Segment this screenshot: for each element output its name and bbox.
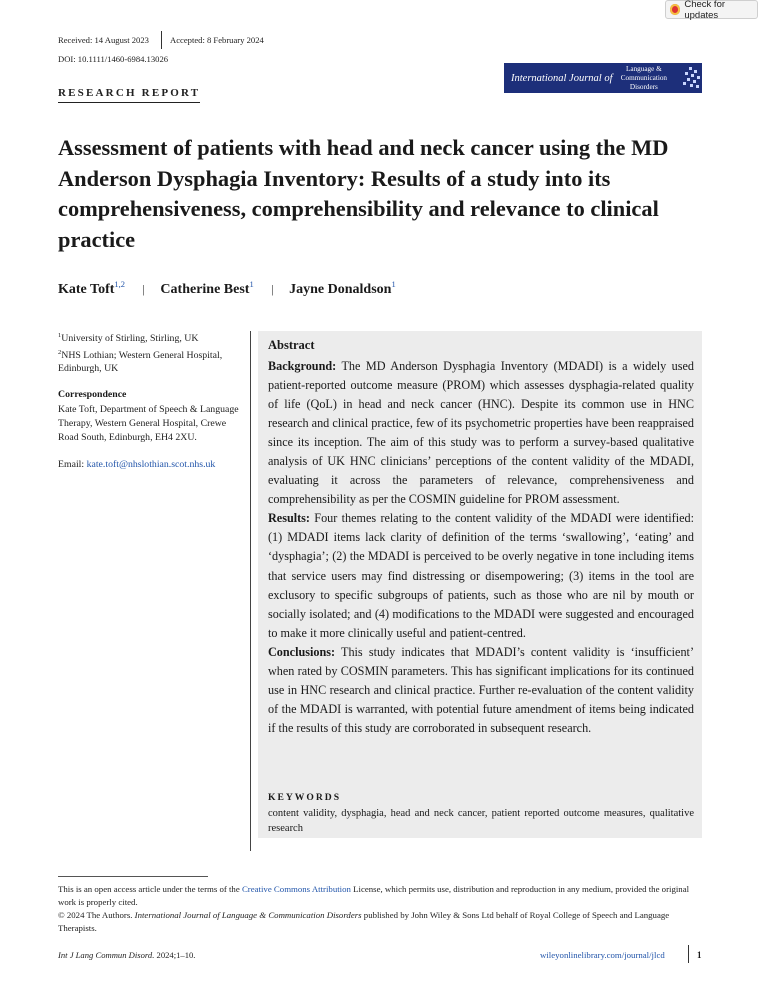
abstract-section [268, 357, 694, 509]
affiliation-number: 1 [58, 332, 62, 339]
copyright-text: © 2024 The Authors. [58, 910, 135, 920]
author-affiliation-ref[interactable]: 1 [249, 279, 254, 289]
affiliation [58, 329, 243, 345]
author-name[interactable]: Jayne Donaldson [289, 282, 392, 297]
correspondence-address: Kate Toft, Department of Speech & Language Therapy, Western General Hospital, Crewe Road South, Edinburgh, EH4 2XU. [58, 404, 239, 443]
page-number: 1 [697, 950, 702, 960]
abstract-body [268, 357, 694, 738]
copyright-text: published by John Wiley & Sons Ltd behalf of Royal College of Speech and Language Therapists. [58, 910, 670, 933]
abstract-section-text: Four themes relating to the content validity of the MDADI were identified: (1) MDADI items lack clarity of definition of the terms ‘swallowing’, ‘eating’ and ‘dysphagia’; (2) the MDADI is perceived to be overly negative in tone including items that service users may find distressing or disempowering; (3) items in the tool are exclusory to specific subgroups of patients, such as those who are nil by mouth or socially isolated; and (4) modifications to the MDADI were suggested and encouraged to make it more clinically useful and patient-centred. [268, 511, 694, 640]
author-separator: | [271, 282, 274, 296]
abstract-section-label: Conclusions: [268, 644, 336, 659]
license-text: License, which permits use, distribution and reproduction in any medium, provided the original work is properly cited. [58, 884, 690, 907]
affiliation-number: 2 [58, 349, 62, 356]
check-for-updates-label: Check for updates [684, 0, 726, 21]
article-type: RESEARCH REPORT [58, 87, 201, 99]
journal-logo-text: International Journal of [511, 72, 613, 84]
author-separator: | [142, 282, 145, 296]
doi[interactable]: DOI: 10.1111/1460-6984.13026 [58, 54, 169, 64]
abstract-section-label: Results: [268, 511, 310, 526]
footnote-rule [58, 876, 208, 877]
copyright-note [58, 909, 703, 935]
abstract-section-text: The MD Anderson Dysphagia Inventory (MDADI) is a widely used patient-reported outcome measure (PROM) which assesses dysphagia-related quality of life (QoL) in head and neck cancer (HNC). Despite its common use in HNC research and clinical practice, few of its psychometric properties have been reappraised since its inception. The aim of this study was to perform a survey-based qualitative analysis of UK HNC clinicians’ perceptions of the content validity of the MDADI, evaluating it across the parameters of relevance, comprehensiveness and comprehensibility as per the COSMIN guideline for PROM assessment. [268, 359, 694, 507]
affiliation-text: University of Stirling, Stirling, UK [61, 333, 199, 344]
journal-emblem-icon [681, 67, 702, 89]
author-affiliation-ref[interactable]: 1 [391, 279, 396, 289]
author-affiliation-ref[interactable]: 1,2 [114, 279, 126, 289]
abstract-section-text: This study indicates that MDADI’s content validity is ‘insufficient’ when rated by COSMIN parameters. This has significant implications for its continued use in HNC research and clinical practice. Further re-evaluation of the content validity of the MDADI is warranted, with potential future amendment of items being indicated if the results of this study are corroborated in subsequent research. [268, 644, 694, 735]
affiliation [58, 346, 243, 375]
abstract-section-label: Background: [268, 359, 337, 373]
abstract-section [268, 509, 694, 642]
citation-details: 2024;1–10. [154, 950, 196, 960]
header-divider [161, 31, 162, 49]
crossmark-icon [670, 4, 680, 15]
article-title: Assessment of patients with head and neck cancer using the MD Anderson Dysphagia Inventory: Results of a study into its comprehensiveness, comprehensibility and relevance to clinical practice [58, 135, 669, 252]
abstract-section [268, 643, 694, 738]
email-label: Email: [58, 459, 87, 470]
correspondence-heading: Correspondence [58, 389, 127, 400]
citation [58, 950, 195, 960]
journal-logo [504, 63, 702, 93]
author-name[interactable]: Kate Toft [58, 282, 115, 297]
journal-url-link[interactable]: wileyonlinelibrary.com/journal/jlcd [540, 950, 665, 960]
license-note [58, 883, 703, 909]
received-date: Received: 14 August 2023 [58, 35, 149, 45]
creative-commons-link[interactable]: Creative Commons Attribution [241, 884, 351, 894]
keywords-heading: KEYWORDS [268, 792, 342, 803]
accepted-date: Accepted: 8 February 2024 [170, 35, 264, 45]
citation-journal: Int J Lang Commun Disord. [58, 950, 155, 960]
footer-divider [688, 945, 689, 963]
abstract-divider [250, 331, 251, 851]
author-list [58, 279, 396, 298]
abstract-heading: Abstract [268, 338, 315, 352]
copyright-journal: International Journal of Language & Communication Disorders [134, 910, 362, 920]
journal-logo-subtitle: Language & Communication Disorders [620, 64, 668, 91]
email-link[interactable]: kate.toft@nhslothian.scot.nhs.uk [86, 459, 216, 470]
keywords-list: content validity, dysphagia, head and neck cancer, patient reported outcome measures, qualitative research [268, 808, 694, 834]
correspondence-email-line [58, 459, 215, 470]
check-for-updates-button[interactable] [665, 0, 758, 19]
affiliation-text: NHS Lothian; Western General Hospital, Edinburgh, UK [58, 350, 223, 375]
license-text: This is an open access article under the terms of the [58, 884, 242, 894]
article-type-underline [58, 102, 200, 103]
author-name[interactable]: Catherine Best [160, 282, 250, 297]
